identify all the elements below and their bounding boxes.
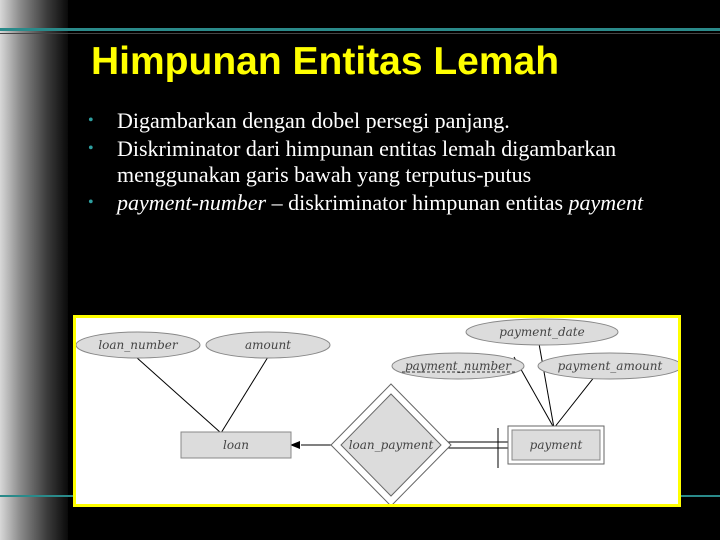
attribute-payment-date — [466, 319, 618, 345]
entity-loan-label: loan — [223, 438, 249, 452]
attribute-payment-date-label: payment_date — [499, 325, 585, 339]
bullet-text: Diskriminator dari himpunan entitas lemah digambarkan menggunakan garis bawah yang terputus-putus — [117, 136, 617, 187]
slide-title: Himpunan Entitas Lemah — [91, 40, 560, 83]
bullet-item — [86, 108, 706, 134]
entity-payment-label: payment — [529, 438, 583, 452]
attribute-loan-number — [76, 332, 200, 358]
er-diagram-canvas — [76, 318, 678, 504]
bullet-list — [86, 108, 706, 218]
bullet-marker-icon: • — [88, 194, 94, 211]
relationship-loan-payment-label: loan_payment — [348, 438, 434, 452]
bullet-marker-icon: • — [88, 140, 94, 157]
bullet-text-italic: payment — [568, 190, 644, 215]
line-amount-loan — [221, 357, 268, 433]
attribute-loan-number-label: loan_number — [98, 338, 178, 352]
bullet-marker-icon: • — [88, 112, 94, 129]
er-diagram — [73, 315, 681, 507]
bullet-item — [86, 190, 706, 216]
line-loan-number-loan — [136, 357, 221, 433]
attribute-amount — [206, 332, 330, 358]
top-thin-rule — [0, 33, 720, 34]
bullet-item — [86, 136, 706, 188]
attribute-amount-label: amount — [244, 338, 292, 352]
bullet-text-italic: payment-number — [117, 190, 267, 215]
attribute-payment-number-label: payment_number — [404, 359, 512, 373]
relationship-loan-payment — [331, 384, 451, 504]
top-accent-rule — [0, 28, 720, 31]
attribute-payment-amount — [538, 353, 678, 379]
bullet-text: Digambarkan dengan dobel persegi panjang. — [117, 108, 510, 133]
entity-loan — [181, 432, 291, 458]
attribute-payment-amount-label: payment_amount — [557, 359, 663, 373]
attribute-payment-number — [392, 353, 524, 379]
bullet-text: – diskriminator himpunan entitas — [266, 190, 569, 215]
left-gradient-bar — [0, 0, 68, 540]
entity-payment — [508, 426, 604, 464]
